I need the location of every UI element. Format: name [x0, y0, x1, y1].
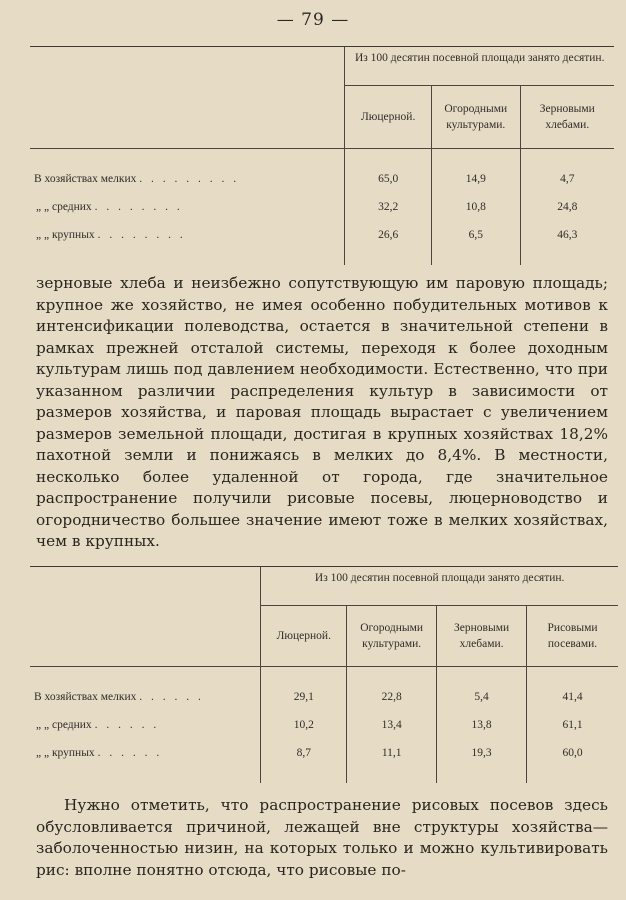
table-row: В хозяйствах мелких . . . . . . . . . 65,0 14,9 4,7 [30, 165, 614, 193]
table1-group-header: Из 100 десятин посевной площади занято десятин. [345, 47, 614, 86]
cell-value: 4,7 [520, 165, 614, 193]
cell-value: 13,4 [347, 711, 437, 739]
table-row: В хозяйствах мелких . . . . . . 29,1 22,8 5,4 41,4 [30, 683, 618, 711]
table1-col-alfalfa: Люцерной. [345, 86, 432, 149]
table2-col-grains: Зерновыми хлебами. [437, 606, 527, 667]
cell-value: 65,0 [345, 165, 432, 193]
page-number: — 79 — [276, 10, 350, 30]
table-row: „ „ крупных . . . . . . . . 26,6 6,5 46,3 [30, 221, 614, 249]
cell-value: 8,7 [261, 739, 347, 767]
cell-value: 14,9 [431, 165, 520, 193]
table-crops-near-city [30, 46, 614, 265]
table2-col-rice: Рисовыми посевами. [527, 606, 618, 667]
cell-value: 11,1 [347, 739, 437, 767]
cell-value: 6,5 [431, 221, 520, 249]
row-label: В хозяйствах мелких [34, 691, 137, 703]
cell-value: 10,8 [431, 193, 520, 221]
table-row: „ „ средних . . . . . . . . 32,2 10,8 24,8 [30, 193, 614, 221]
cell-value: 41,4 [527, 683, 618, 711]
cell-value: 5,4 [437, 683, 527, 711]
row-label: „ „ средних [36, 719, 92, 731]
table2-col-vegetables: Огородными культурами. [347, 606, 437, 667]
cell-value: 29,1 [261, 683, 347, 711]
table2-group-header: Из 100 десятин посевной площади занято десятин. [261, 567, 618, 606]
row-label: „ „ крупных [36, 229, 95, 241]
table2-col-alfalfa: Люцерной. [261, 606, 347, 667]
cell-value: 32,2 [345, 193, 432, 221]
cell-value: 24,8 [520, 193, 614, 221]
cell-value: 13,8 [437, 711, 527, 739]
cell-value: 26,6 [345, 221, 432, 249]
row-label: „ „ средних [36, 201, 92, 213]
cell-value: 60,0 [527, 739, 618, 767]
body-paragraph-2: Нужно отметить, что распространение рисовых посевов здесь обусловливается причиной, лежащей вне структуры хозяйства—заболоченностью низин, на которых только и можно культивировать рис: вполне понятно отсюда, что рисовые по- [36, 796, 608, 879]
table-row: „ „ крупных . . . . . . 8,7 11,1 19,3 60,0 [30, 739, 618, 767]
row-label: В хозяйствах мелких [34, 173, 137, 185]
cell-value: 22,8 [347, 683, 437, 711]
row-label: „ „ крупных [36, 747, 95, 759]
table-crops-with-rice [30, 566, 618, 783]
table-row: „ „ средних . . . . . . 10,2 13,4 13,8 61,1 [30, 711, 618, 739]
cell-value: 10,2 [261, 711, 347, 739]
table1-col-grains: Зерновыми хлебами. [520, 86, 614, 149]
cell-value: 19,3 [437, 739, 527, 767]
cell-value: 46,3 [520, 221, 614, 249]
cell-value: 61,1 [527, 711, 618, 739]
table1-col-vegetables: Огородными культурами. [431, 86, 520, 149]
body-paragraph-1: зерновые хлеба и неизбежно сопутствующую им паровую площадь; крупное же хозяйство, не имея особенно побудительных мотивов к интенсификации полеводства, остается в значительной степени в рамках прежней отсталой системы, переходя к более доходным культурам лишь под давлением необходимости. Естественно, что при указанном различии распределения культур в зависимости от размеров хозяйства, и паровая площадь вырастает с увеличением размеров земельной площади, достигая в крупных хозяйствах 18,2% пахотной земли и понижаясь в мелких до 8,4%. В местности, несколько более удаленной от города, где значительное распространение получили рисовые посевы, люцерноводство и огородничество большее значение имеют тоже в мелких хозяйствах, чем в крупных. [36, 274, 608, 550]
